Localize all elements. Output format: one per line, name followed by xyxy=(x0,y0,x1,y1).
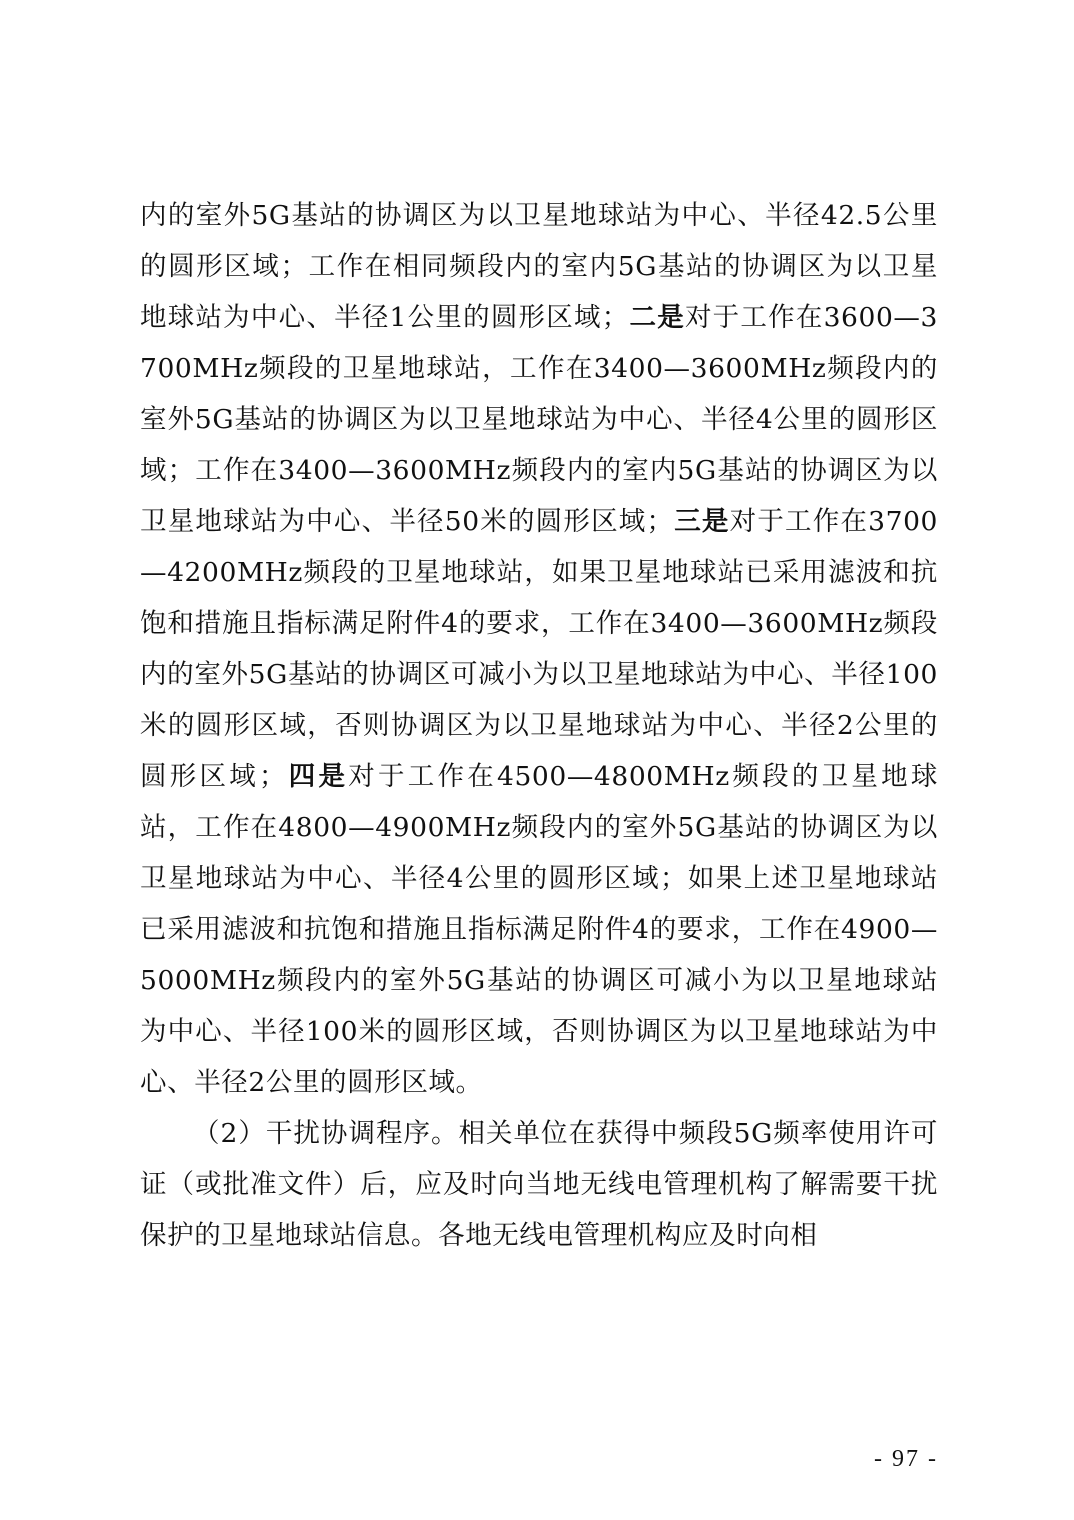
paragraph-1-sentence-2: 对于工作在3600—3700MHz频段的卫星地球站，工作在3400—3600MHz频段内的室外5G基站的协调区为以卫星地球站为中心、半径4公里的圆形区域；工作在3400—3600MHz频段内的室内5G基站的协调区为以卫星地球站为中心、半径50米的圆形区域； xyxy=(140,302,938,537)
paragraph-interference-procedure: （2）干扰协调程序。相关单位在获得中频段5G频率使用许可证（或批准文件）后，应及时向当地无线电管理机构了解需要干扰保护的卫星地球站信息。各地无线电管理机构应及时向相 xyxy=(140,1118,938,1251)
label-second: 二是 xyxy=(628,302,685,333)
paragraph-continued xyxy=(140,190,938,1108)
paragraph-1-sentence-3: 对于工作在3700—4200MHz频段的卫星地球站，如果卫星地球站已采用滤波和抗饱和措施且指标满足附件4的要求，工作在3400—3600MHz频段内的室外5G基站的协调区可减小为以卫星地球站为中心、半径100米的圆形区域，否则协调区为以卫星地球站为中心、半径2公里的圆形区域； xyxy=(140,506,938,792)
label-fourth: 四是 xyxy=(286,761,349,792)
label-third: 三是 xyxy=(673,506,730,537)
body-text xyxy=(140,190,938,1261)
page-number: - 97 - xyxy=(874,1446,938,1472)
paragraph-1-sentence-1: 内的室外5G基站的协调区为以卫星地球站为中心、半径42.5公里的圆形区域；工作在相同频段内的室内5G基站的协调区为以卫星地球站为中心、半径1公里的圆形区域； xyxy=(140,200,938,333)
paragraph-1-sentence-4: 对于工作在4500—4800MHz频段的卫星地球站，工作在4800—4900MHz频段内的室外5G基站的协调区为以卫星地球站为中心、半径4公里的圆形区域；如果上述卫星地球站已采用滤波和抗饱和措施且指标满足附件4的要求，工作在4900—5000MHz频段内的室外5G基站的协调区可减小为以卫星地球站为中心、半径100米的圆形区域，否则协调区为以卫星地球站为中心、半径2公里的圆形区域。 xyxy=(140,761,939,1098)
